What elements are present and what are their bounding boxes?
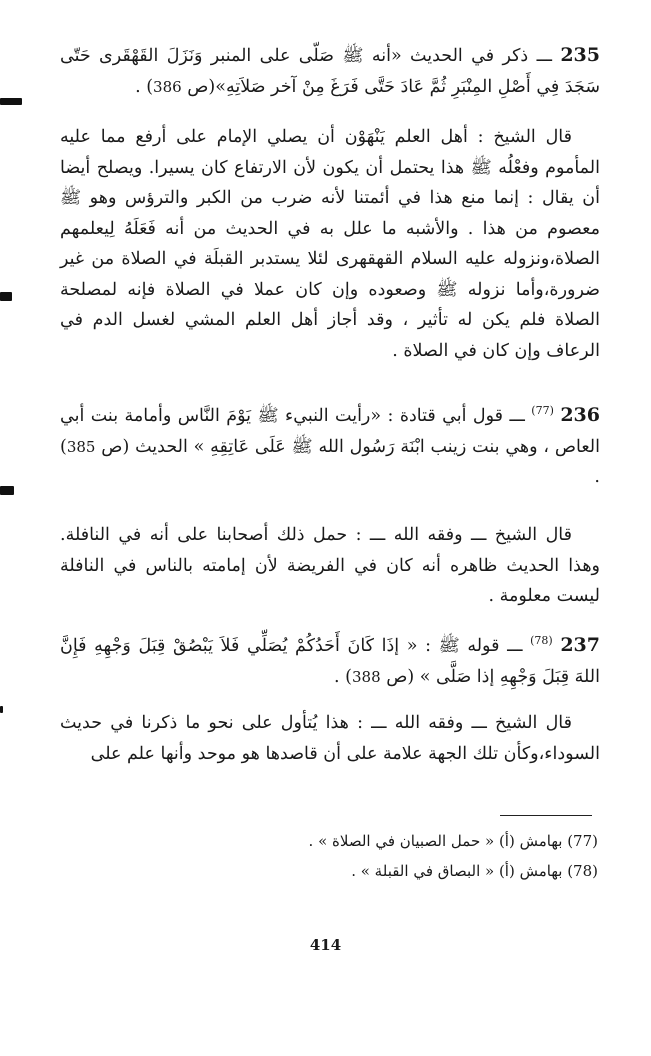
scan-edge-mark	[0, 486, 14, 495]
hadith-237	[60, 630, 600, 692]
footnote-mark: (77)	[567, 832, 598, 850]
commentary-236	[60, 520, 600, 612]
page-number: 414	[309, 936, 342, 954]
commentary-text: قال الشيخ ـــ وفقه الله ـــ : هذا يُتأول على نحو ما ذكرنا في حديث السوداء،وكأن تلك الجهة علامة على أن قاصدها هو موحد وأنها علم على	[60, 713, 600, 764]
scan-edge-mark	[0, 98, 22, 105]
footnote-text: بهامش (أ) « البصاق في القبلة » .	[351, 862, 563, 880]
hadith-236	[60, 400, 600, 493]
footnote-77	[260, 826, 598, 856]
page-reference: 385	[66, 437, 96, 456]
commentary-text: قال الشيخ ـــ وفقه الله ـــ : حمل ذلك أصحابنا على أنه في النافلة. وهذا الحديث ظاهره أنه كان في الفريضة لأن إمامته بالناس في النافلة ليست معلومة .	[60, 525, 600, 606]
hadith-number: 236	[560, 404, 600, 426]
hadith-text: ـــ ذكر في الحديث «أنه ﷺ صَلّى على المنبر وَنَزَلَ القَهْقَرى حَتّى	[60, 46, 552, 66]
scan-edge-mark	[0, 292, 12, 301]
commentary-text: قال الشيخ : أهل العلم يَنْهَوْن أن يصلي الإمام على أرفع مما عليه المأموم وفعْلُه ﷺ هذا يحتمل أن يكون لأن الارتفاع كان يسيرا. ويصلح أيضا أن يقال : إنما منع هذا في أئمتنا لأنه ضرب من الكبر والترؤس وهو ﷺ معصوم من هذا . والأشبه ما علل به في الحديث من أنه فَعَلَهُ لِيعلمهم الصلاة،ونزوله عليه السلام القهقهرى لئلا يستدبر القبلَة في الصلاة من غير ضرورة،وأما نزوله ﷺ وصعوده وإن كان عملا في الصلاة فإنه لمصلحة الصلاة فلم يكن له تأثير ، وقد أجاز أهل العلم المشي لغسل الدم في الرعاف وإن كان في الصلاة .	[60, 127, 600, 361]
hadith-text: ـــ قول أبي قتادة : «رأيت النبيء ﷺ يَوْمَ النَّاس وأمامة بنت أبي العاص ، وهي بنت زينب ابْنَة رَسُول الله ﷺ عَلَى عَاتِقِهِ » الحديث (ص	[60, 406, 600, 457]
footnotes	[260, 826, 598, 886]
hadith-text: ـــ قوله ﷺ : « إذَا كَانَ أَحَدُكُمْ يُصَلِّي فَلاَ يَبْصُقْ قِبَلَ وَجْهِهِ فَإِنَّ اللهَ قِبَلَ وَجْهِهِ إذا صَلَّى » (ص	[60, 636, 600, 687]
page-reference: 386	[153, 77, 182, 96]
hadith-number: 235	[560, 44, 600, 66]
hadith-number: 237	[560, 634, 600, 656]
footnote-78	[260, 856, 598, 886]
footnote-marker: (77)	[531, 404, 554, 418]
closing-paren: ) .	[334, 666, 352, 687]
commentary-237	[60, 708, 600, 769]
footnote-divider	[500, 815, 592, 816]
hadith-text-cont: سَجَدَ فِي أَصْلِ المِنْبَرِ ثُمَّ عَادَ حَتَّى فَرَغَ مِنْ آخر صَلاَتِهِ»(ص	[181, 76, 600, 97]
closing-paren: ) .	[60, 436, 600, 487]
commentary-235	[60, 122, 600, 366]
footnote-marker: (78)	[530, 634, 553, 648]
closing-paren: ) .	[135, 76, 154, 97]
hadith-235	[60, 40, 600, 102]
page-reference: 388	[351, 667, 381, 686]
scan-edge-mark	[0, 706, 3, 713]
footnote-mark: (78)	[567, 862, 598, 880]
footnote-text: بهامش (أ) « حمل الصبيان في الصلاة » .	[308, 832, 563, 850]
